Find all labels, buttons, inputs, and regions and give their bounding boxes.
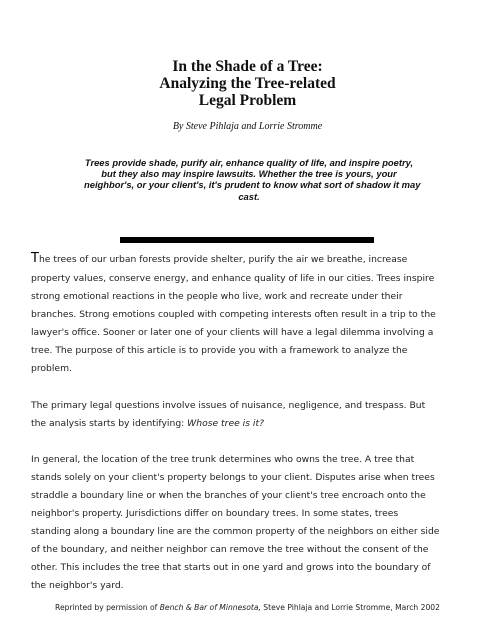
body-line: straddle a boundary line or when the branches of your client's tree encroach onto the [31, 490, 426, 501]
publication-name: Bench & Bar of Minnesota, [159, 603, 261, 612]
abstract-line: cast. [238, 190, 260, 202]
body-line: standing along a boundary line are the common property of the neighbors on either side [31, 526, 440, 537]
body-line: of the boundary, and neither neighbor can remove the tree without the consent of the [31, 544, 429, 555]
title-line-2: Analyzing the Tree-related [159, 75, 336, 92]
italic-question: Whose tree is it? [187, 418, 264, 429]
article-title [0, 58, 495, 109]
body-line: other. This includes the tree that starts out in one yard and grows into the boundary of [31, 562, 431, 573]
byline: By Steve Pihlaja and Lorrie Stromme [172, 121, 323, 132]
abstract [84, 157, 421, 202]
divider-bar [120, 237, 374, 243]
body-line: neighbor's property. Jurisdictions differ on boundary trees. In some states, trees [31, 508, 399, 519]
body-line: property values, conserve energy, and enhance quality of life in our cities. Trees inspire [31, 273, 435, 284]
body-line: problem. [31, 363, 72, 374]
body-line: The primary legal questions involve issues of nuisance, negligence, and trespass. But [31, 400, 426, 411]
body-line: the neighbor's yard. [31, 580, 124, 591]
drop-cap: T [31, 251, 39, 266]
abstract-line: but they also may inspire lawsuits. Whether the tree is yours, your [101, 168, 397, 180]
body-line: the analysis starts by identifying: Whose tree is it? [31, 418, 264, 429]
footer-credit: Reprinted by permission of Bench & Bar of Minnesota, Steve Pihlaja and Lorrie Stromme, March 2002 [55, 603, 440, 612]
body-line: lawyer's office. Sooner or later one of your clients will have a legal dilemma involving a [31, 327, 434, 338]
body-line: In general, the location of the tree trunk determines who owns the tree. A tree that [31, 454, 415, 465]
abstract-line: neighbor's, or your client's, it's prudent to know what sort of shadow it may [84, 179, 421, 191]
body-line: tree. The purpose of this article is to provide you with a framework to analyze the [31, 345, 408, 356]
abstract-line: Trees provide shade, purify air, enhance quality of life, and inspire poetry, [84, 157, 414, 168]
title-line-1: In the Shade of a Tree: [172, 58, 323, 75]
body-line: stands solely on your client's property belongs to your client. Disputes arise when trees [31, 472, 435, 483]
body-line: The trees of our urban forests provide shelter, purify the air we breathe, increase [31, 251, 408, 266]
title-line-3: Legal Problem [198, 92, 297, 109]
body-line: strong emotional reactions in the people who live, work and recreate under their [31, 291, 403, 302]
body-line: branches. Strong emotions coupled with competing interests often result in a trip to the [31, 309, 436, 320]
